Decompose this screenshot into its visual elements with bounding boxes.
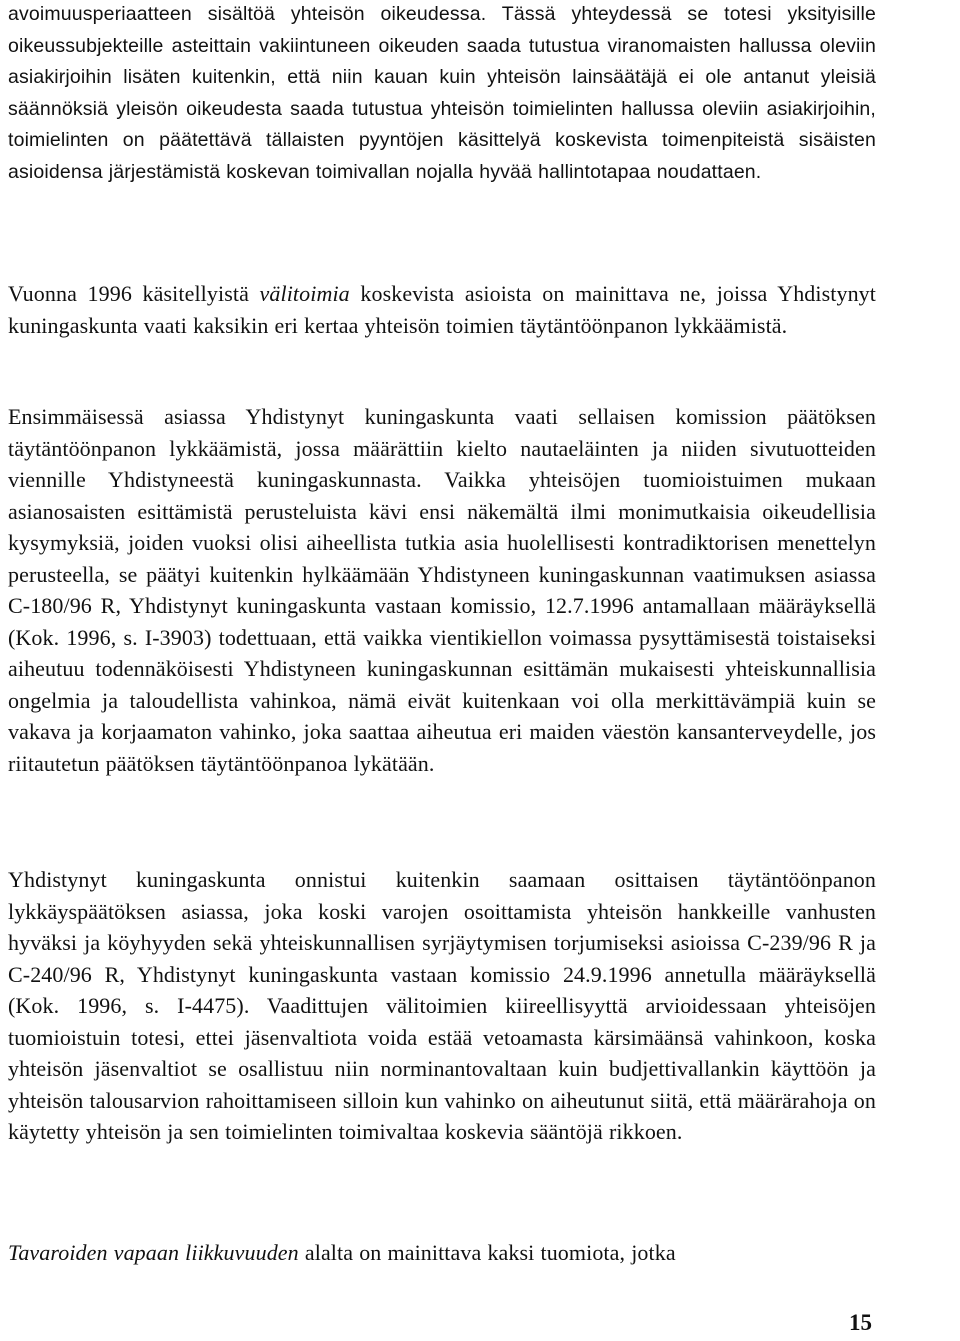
paragraph-3-text: Ensimmäisessä asiassa Yhdistynyt kuningaskunta vaati sellaisen komission päätöksen täytäntöönpanon lykkäämistä, jossa määrättiin kielto nautaeläinten ja niiden sivutuotteiden viennille Yhdistyneestä kuningaskunnasta. Vaikka yhteisöjen tuomioistuimen mukaan asianosaisten esittämistä perusteluista kävi ensi näkemältä ilmi monimutkaisia oikeudellisia kysymyksiä, joiden vuoksi olisi aiheellista tutkia asia huolellisesti kontradiktorisen menettelyn perusteella, se päätyi kuitenkin hylkäämään Yhdistyneen kuningaskunnan vaatimuksen asiassa C-180/96 R, Yhdistynyt kuningaskunta vastaan komissio, 12.7.1996 antamallaan määräyksellä (Kok. 1996, s. I-3903) todettuaan, että vaikka vientikiellon voimassa pysyttämisestä toistaiseksi aiheutuu todennäköisesti Yhdistyneen kuningaskunnan esittämän mukaisesti yhteiskunnallisia ongelmia ja taloudellista vahinkoa, nämä eivät kuitenkaan voi olla merkittävämpiä kuin se vakava ja korjaamaton vahinko, joka saattaa aiheutua eri maiden väestön kansanterveydelle, jos riitautetun päätöksen täytäntöönpanoa lykätään. [8, 404, 876, 776]
paragraph-5 [8, 1237, 676, 1269]
page-number: 15 [849, 1310, 872, 1335]
paragraph-1 [8, 0, 876, 188]
paragraph-3 [8, 401, 876, 779]
paragraph-4-text: Yhdistynyt kuningaskunta onnistui kuitenkin saamaan osittaisen täytäntöönpanon lykkäyspäätöksen asiassa, joka koski varojen osoittamista yhteisön hankkeille vanhusten hyväksi ja köyhyyden sekä yhteiskunnallisen syrjäytymisen torjumiseksi asioissa C-239/96 R ja C-240/96 R, Yhdistynyt kuningaskunta vastaan komissio 24.9.1996 annetulla määräyksellä (Kok. 1996, s. I-4475). Vaadittujen välitoimien kiireellisyyttä arvioidessaan yhteisöjen tuomioistuin totesi, ettei jäsenvaltiota voida estää vetoamasta kärsimäänsä vahinkoon, koska yhteisön jäsenvaltiot se osallistuu niin norminantovaltaan kuin budjettivallankin käyttöön ja yhteisön talousarvion rahoittamiseen silloin kun vahinko on aiheutunut siitä, että määrärahoja on käytetty yhteisön ja sen toimielinten toimivaltaa koskevia sääntöjä rikkoen. [8, 867, 876, 1144]
paragraph-2 [8, 278, 876, 341]
paragraph-5-italic-term: Tavaroiden vapaan liikkuvuuden [8, 1240, 299, 1265]
paragraph-2-text-before: Vuonna 1996 käsitellyistä [8, 281, 260, 306]
paragraph-1-text: avoimuusperiaatteen sisältöä yhteisön oikeudessa. Tässä yhteydessä se totesi yksityisille oikeussubjekteille asteittain vakiintuneen oikeuden saada tutustua viranomaisten hallussa oleviin asiakirjoihin lisäten kuitenkin, että niin kauan kuin yhteisön lainsäätäjä ei ole antanut yleisiä säännöksiä yleisön oikeudesta saada tutustua yhteisön toimielinten hallussa oleviin asiakirjoihin, toimielinten on päätettävä tällaisten pyyntöjen käsittelyä koskevista toimenpiteistä sisäisten asioidensa järjestämistä koskevan toimivallan nojalla hyvää hallintotapaa noudattaen. [8, 3, 876, 183]
paragraph-2-text-after: koskevista asioista on mainittava ne, joissa Yhdistynyt kuningaskunta vaati kaksikin eri kertaa yhteisön toimien täytäntöönpanon lykkäämistä. [8, 281, 876, 338]
paragraph-4 [8, 864, 876, 1148]
paragraph-5-text-after: alalta on mainittava kaksi tuomiota, jotka [298, 1240, 676, 1265]
paragraph-2-italic-term: välitoimia [259, 281, 350, 306]
